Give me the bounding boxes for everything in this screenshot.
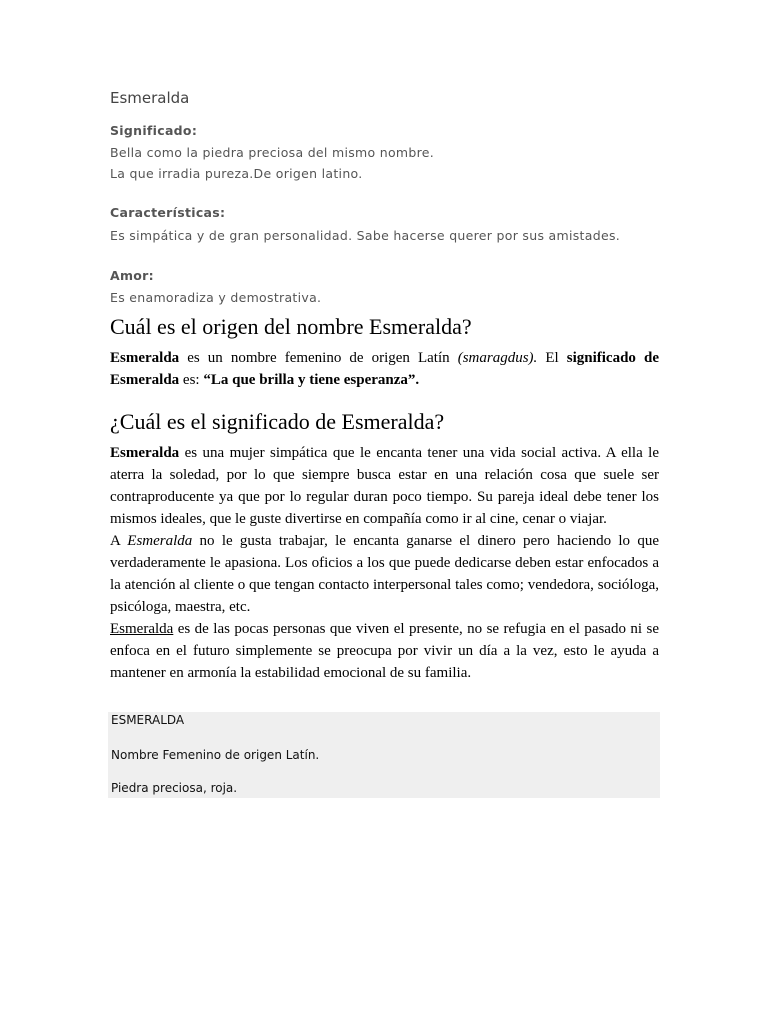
summary-box <box>108 712 660 798</box>
meaning-heading: ¿Cuál es el significado de Esmeralda? <box>110 409 445 434</box>
amor-label: Amor: <box>110 268 154 283</box>
meaning-p2-italic: Esmeralda <box>127 533 193 549</box>
meaning-paragraph-1 <box>110 442 659 530</box>
caracteristicas-line: Es simpática y de gran personalidad. Sabe hacerse querer por sus amistades. <box>110 228 621 243</box>
origin-heading: Cuál es el origen del nombre Esmeralda? <box>110 314 472 339</box>
significado-line-1: Bella como la piedra preciosa del mismo nombre. <box>110 145 435 160</box>
caracteristicas-text <box>110 225 620 246</box>
meaning-paragraph-2 <box>110 530 659 618</box>
esmeralda-link[interactable]: Esmeralda <box>110 621 174 637</box>
meaning-p2-text: no le gusta trabajar, le encanta ganarse el dinero pero haciendo lo que verdaderamente le apasiona. Los oficios a los que puede dedicarse deben estar enfocados a la atención al cliente o que tengan contacto interpersonal tales como; vendedora, socióloga, psicóloga, maestra, etc. <box>110 533 659 615</box>
meaning-p1-name: Esmeralda <box>110 445 180 461</box>
origin-text-2: El <box>537 350 567 366</box>
origin-paragraph <box>110 347 659 391</box>
origin-italic: (smaragdus). <box>457 350 538 366</box>
box-line-1: ESMERALDA <box>111 713 185 727</box>
origin-name: Esmeralda <box>110 350 180 366</box>
origin-text-1: es un nombre femenino de origen Latín <box>179 350 458 366</box>
origin-bold-2: “La que brilla y tiene esperanza”. <box>203 372 420 388</box>
meaning-paragraph-3 <box>110 618 659 684</box>
meaning-p2-prefix: A <box>110 533 128 549</box>
box-line-3: Piedra preciosa, roja. <box>111 781 238 795</box>
document-title: Esmeralda <box>110 89 190 107</box>
significado-text <box>110 142 434 184</box>
origin-bold-1: significado de Esmeralda <box>110 350 659 388</box>
amor-text <box>110 287 321 308</box>
meaning-p3-text: es de las pocas personas que viven el presente, no se refugia en el pasado ni se enfoca en el futuro simplemente se preocupa por vivir un día a la vez, esto le ayuda a mantener en armonía la estabilidad emocional de su familia. <box>110 621 659 681</box>
box-line-2: Nombre Femenino de origen Latín. <box>111 748 320 762</box>
significado-line-2: La que irradia pureza.De origen latino. <box>110 166 363 181</box>
amor-line: Es enamoradiza y demostrativa. <box>110 290 322 305</box>
meaning-p1-text: es una mujer simpática que le encanta tener una vida social activa. A ella le aterra la soledad, por lo que siempre busca estar en una relación cosa que suele ser contraproducente ya que por lo regular duran poco tiempo. Su pareja ideal debe tener los mismos ideales, que le guste divertirse en compañía como ir al cine, cenar o viajar. <box>110 445 659 527</box>
caracteristicas-label: Características: <box>110 205 226 220</box>
significado-label: Significado: <box>110 123 198 138</box>
origin-text-3: es: <box>179 372 204 388</box>
